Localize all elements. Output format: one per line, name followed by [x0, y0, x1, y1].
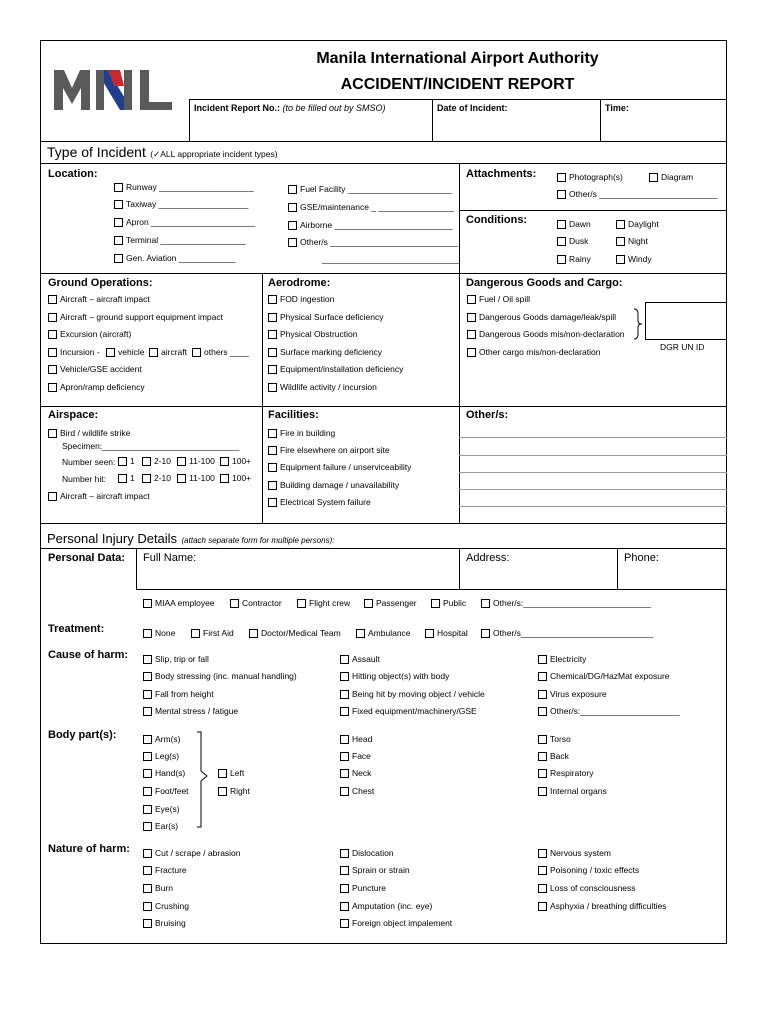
vline-attachments — [459, 163, 460, 273]
others-label: Other/s: — [466, 409, 509, 421]
cause-of-harm-label: Cause of harm: — [48, 649, 129, 661]
phone-field[interactable]: Phone: — [624, 552, 659, 564]
dgr-un-id-label: DGR UN ID — [660, 342, 705, 352]
vline-address — [459, 548, 460, 590]
logo-letter-l — [140, 70, 172, 110]
injury-heading-text: Personal Injury Details — [47, 531, 178, 546]
frame-right — [726, 40, 727, 944]
body-parts-label: Body part(s): — [48, 729, 117, 741]
header-divider — [189, 99, 727, 100]
body-side-brace — [195, 731, 209, 829]
address-field[interactable]: Address: — [466, 552, 510, 564]
nature-of-harm-label: Nature of harm: — [48, 843, 130, 855]
logo-n-right — [124, 70, 132, 110]
others-line-4 — [459, 489, 727, 490]
dgr-un-id-input[interactable] — [645, 302, 727, 340]
ground-operations-label: Ground Operations: — [48, 277, 153, 289]
miaa-logo — [52, 66, 176, 112]
vline-name — [136, 548, 137, 590]
section-line-ground — [40, 273, 727, 274]
location-label: Location: — [48, 168, 98, 180]
report-no-label: Incident Report No.: — [194, 103, 280, 113]
logo-n-left — [96, 70, 104, 110]
section-line-injury — [40, 523, 727, 524]
header-vline-2 — [432, 99, 433, 141]
frame-left — [40, 40, 41, 944]
dangerous-goods-label: Dangerous Goods and Cargo: — [466, 277, 623, 289]
attachments-label: Attachments: — [466, 168, 537, 180]
form-title: ACCIDENT/INCIDENT REPORT — [340, 76, 575, 93]
conditions-label: Conditions: — [466, 214, 528, 226]
frame-top — [40, 40, 727, 41]
vline-col3 — [459, 273, 460, 523]
specimen-field[interactable]: Specimen:_____________________________ — [62, 441, 240, 451]
type-heading-hint: (✓ALL appropriate incident types) — [150, 149, 278, 159]
report-no-hint: (to be filled out by SMSO) — [282, 103, 386, 113]
aerodrome-label: Aerodrome: — [268, 277, 331, 289]
others-line-1 — [459, 437, 727, 438]
report-no-field[interactable] — [194, 103, 386, 113]
conditions-divider — [459, 210, 727, 211]
personal-data-label: Personal Data: — [48, 552, 126, 564]
section-line-type — [40, 141, 727, 142]
dg-brace — [632, 308, 644, 340]
time-field[interactable]: Time: — [605, 103, 629, 113]
injury-heading-bottom — [40, 548, 727, 549]
frame-bottom — [40, 943, 727, 944]
org-name: Manila International Airport Authority — [316, 50, 599, 67]
airspace-label: Airspace: — [48, 409, 99, 421]
location-others-line[interactable]: _____________________________ — [322, 254, 460, 264]
header-vline-3 — [600, 99, 601, 141]
date-of-incident-field[interactable]: Date of Incident: — [437, 103, 508, 113]
personal-data-bottom — [136, 589, 727, 590]
section-line-airspace — [40, 406, 727, 407]
others-line-2 — [459, 455, 727, 456]
others-line-5 — [459, 506, 727, 507]
full-name-field[interactable]: Full Name: — [143, 552, 197, 564]
vline-phone — [617, 548, 618, 590]
vline-col2 — [262, 273, 263, 523]
logo-letter-m — [54, 70, 90, 110]
treatment-label: Treatment: — [48, 623, 105, 635]
injury-heading-hint: (attach separate form for multiple persons): — [181, 536, 335, 545]
section-line-type-bottom — [40, 163, 727, 164]
number-hit-label: Number hit: — [62, 474, 106, 484]
personal-injury-heading — [47, 530, 334, 548]
facilities-label: Facilities: — [268, 409, 319, 421]
number-seen-label: Number seen: — [62, 457, 116, 467]
others-line-3 — [459, 472, 727, 473]
type-of-incident-heading — [47, 144, 278, 162]
type-heading-text: Type of Incident — [47, 144, 146, 160]
header-vline-1 — [189, 99, 190, 141]
